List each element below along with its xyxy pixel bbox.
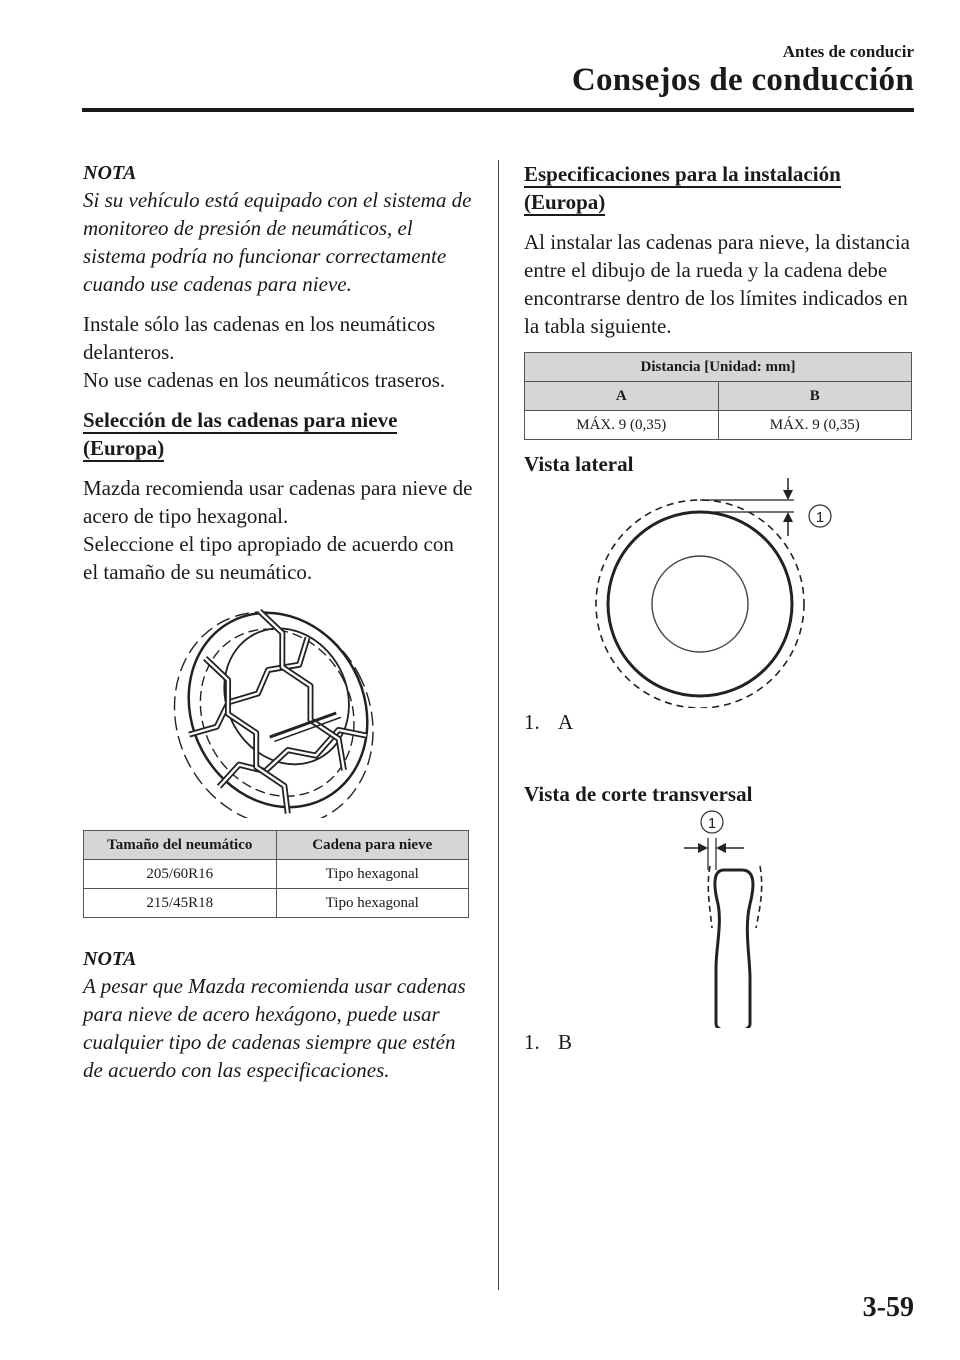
note-label: NOTA xyxy=(83,162,137,184)
figure-legend xyxy=(524,708,916,736)
section-heading-text: Especificaciones para la instalación (Europa) xyxy=(524,162,841,214)
table-header-row xyxy=(525,382,912,411)
table-cell: MÁX. 9 (0,35) xyxy=(525,411,719,440)
side-view-heading: Vista lateral xyxy=(524,452,634,476)
snow-chain-illustration xyxy=(83,598,473,818)
legend-text: B xyxy=(558,1030,573,1054)
table-header-cell: Tamaño del neumático xyxy=(84,831,277,860)
table-cell: Tipo hexagonal xyxy=(276,860,469,889)
table-cell: MÁX. 9 (0,35) xyxy=(718,411,912,440)
table-title-cell: Distancia [Unidad: mm] xyxy=(525,353,912,382)
distance-table xyxy=(524,352,912,440)
cross-section-heading: Vista de corte transversal xyxy=(524,782,753,806)
legend-number: 1. xyxy=(524,710,540,734)
left-column xyxy=(83,160,473,1096)
paragraph-line: Seleccione el tipo apropiado de acuerdo con el tamaño de su neumático. xyxy=(83,532,454,584)
cross-section-diagram xyxy=(524,808,916,1028)
table-cell: 205/60R16 xyxy=(84,860,277,889)
section-heading xyxy=(83,406,473,462)
paragraph-line: No use cadenas en los neumáticos traseros. xyxy=(83,368,446,392)
paragraph xyxy=(83,310,473,394)
figure-legend xyxy=(524,1028,916,1056)
callout-number: 1 xyxy=(707,815,717,832)
header-rule xyxy=(82,108,914,112)
table-header-row xyxy=(525,353,912,382)
table-header-cell: A xyxy=(525,382,719,411)
side-view-diagram xyxy=(524,478,916,708)
tire-chain-table xyxy=(83,830,469,918)
legend-number: 1. xyxy=(524,1030,540,1054)
callout-number: 1 xyxy=(815,509,825,526)
note-label: NOTA xyxy=(83,948,137,970)
section-label: Antes de conducir xyxy=(782,42,914,61)
section-heading xyxy=(524,160,916,216)
table-cell: 215/45R18 xyxy=(84,889,277,918)
page-number: 3-59 xyxy=(862,1292,914,1323)
table-header-cell: B xyxy=(718,382,912,411)
paragraph: Al instalar las cadenas para nieve, la distancia entre el dibujo de la rueda y la cadena debe encontrarse dentro de los límites indicados en la tabla siguiente. xyxy=(524,230,910,338)
note-text: A pesar que Mazda recomienda usar cadenas para nieve de acero hexágono, puede usar cualquier tipo de cadenas siempre que estén de acuerdo con las especificaciones. xyxy=(83,974,466,1082)
right-column xyxy=(524,160,916,1056)
table-row xyxy=(84,889,469,918)
table-cell: Tipo hexagonal xyxy=(276,889,469,918)
paragraph xyxy=(83,474,473,586)
table-header-cell: Cadena para nieve xyxy=(276,831,469,860)
section-heading-text: Selección de las cadenas para nieve (Europa) xyxy=(83,408,398,460)
legend-text: A xyxy=(558,710,574,734)
note-text: Si su vehículo está equipado con el sistema de monitoreo de presión de neumáticos, el sistema podría no funcionar correctamente cuando use cadenas para nieve. xyxy=(83,188,472,296)
column-divider xyxy=(498,160,499,1290)
paragraph-line: Mazda recomienda usar cadenas para nieve de acero de tipo hexagonal. xyxy=(83,476,473,528)
table-row xyxy=(84,860,469,889)
table-row xyxy=(525,411,912,440)
paragraph-line: Instale sólo las cadenas en los neumáticos delanteros. xyxy=(83,312,436,364)
table-header-row xyxy=(84,831,469,860)
page-title: Consejos de conducción xyxy=(571,62,914,98)
